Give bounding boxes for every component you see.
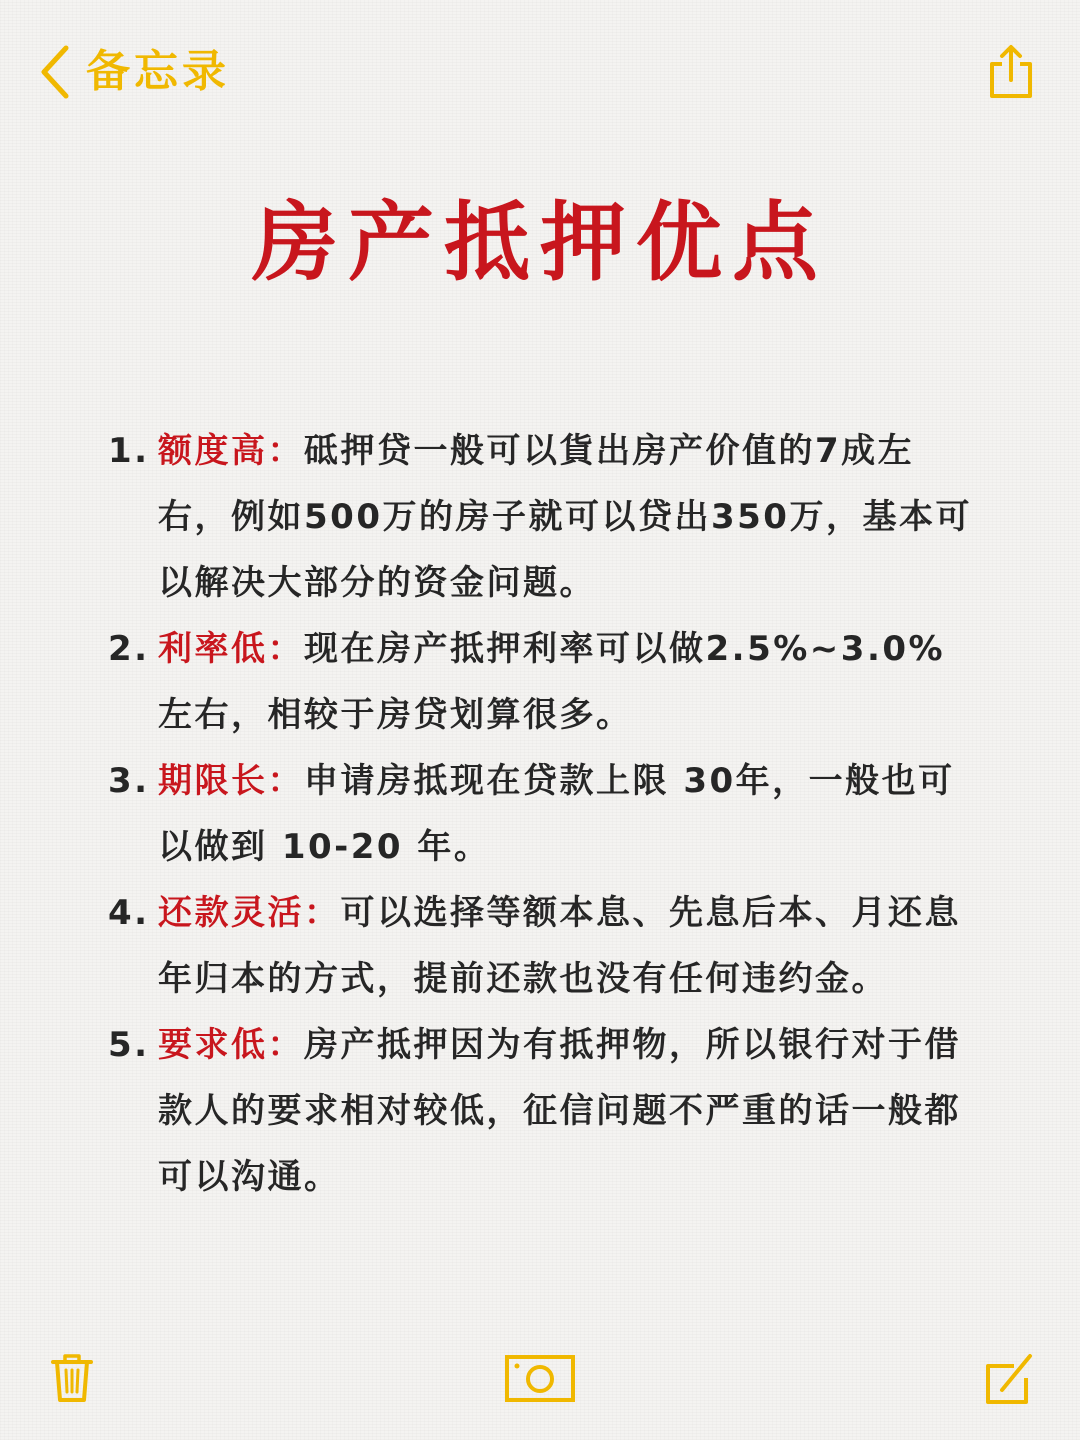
camera-button[interactable]: [504, 1352, 576, 1404]
share-button[interactable]: [986, 44, 1036, 100]
compose-button[interactable]: [984, 1352, 1034, 1406]
delete-button[interactable]: [50, 1352, 94, 1404]
item-key: 利率低：: [158, 629, 304, 669]
share-icon: [986, 44, 1036, 100]
item-text: 房产抵押因为有抵押物，所以银行对于借款人的要求相对较低，征信问题不严重的话一般都可以沟通。: [158, 1025, 961, 1197]
item-text: 可以选择等额本息、先息后本、月还息年归本的方式，提前还款也没有任何违约金。: [158, 893, 961, 999]
item-number: 1.: [108, 431, 150, 471]
item-number: 4.: [108, 893, 150, 933]
item-key: 期限长：: [158, 761, 304, 801]
item-text: 砥押贷一般可以貨出房产价值的7成左右，例如500万的房子就可以贷出350万，基本可以解决大部分的资金问题。: [158, 431, 972, 603]
item-key: 额度高：: [158, 431, 304, 471]
list-item: [108, 616, 978, 748]
list-item: [108, 748, 978, 880]
item-text: 申请房抵现在贷款上限 30年，一般也可以做到 10-20 年。: [158, 761, 955, 867]
back-button[interactable]: [38, 40, 230, 104]
item-key: 还款灵活：: [158, 893, 341, 933]
back-label: 备忘录: [86, 46, 230, 97]
item-number: 2.: [108, 629, 150, 669]
item-text: 现在房产抵押利率可以做2.5%~3.0%左右，相较于房贷划算很多。: [158, 629, 946, 735]
list-item: [108, 880, 978, 1012]
item-number: 5.: [108, 1025, 150, 1065]
note-title: 房产抵押优点: [252, 193, 828, 293]
advantages-list: [108, 418, 978, 1210]
list-item: [108, 418, 978, 616]
compose-icon: [984, 1352, 1034, 1406]
chevron-left-icon: [38, 44, 72, 100]
list-item: [108, 1012, 978, 1210]
item-number: 3.: [108, 761, 150, 801]
trash-icon: [50, 1352, 94, 1404]
camera-icon: [504, 1352, 576, 1404]
item-key: 要求低：: [158, 1025, 304, 1065]
